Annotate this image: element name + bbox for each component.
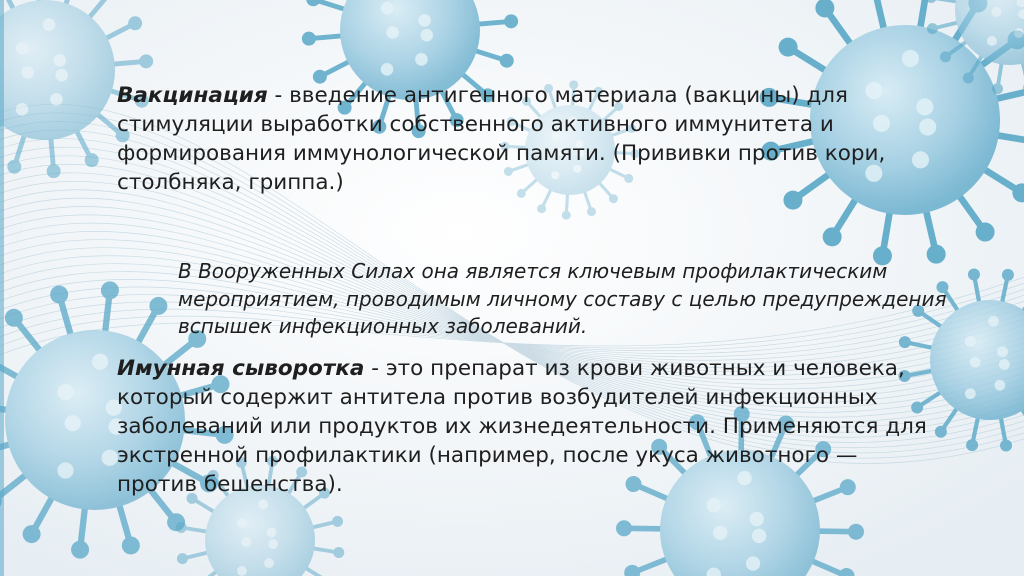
armed-forces-text: В Вооруженных Силах она является ключевым профилактическим мероприятием, проводимым личному составу с целью предупреждения вспышек инфекционных заболеваний. (178, 259, 947, 338)
separator: - (364, 356, 386, 381)
paragraph-vaccination (117, 81, 937, 197)
term-vaccination: Вакцинация (117, 83, 268, 108)
paragraph-armed-forces (178, 258, 958, 341)
definition-immune-serum: это препарат из крови животных и человека, который содержит антитела против возбудителей инфекционных заболеваний или продуктов их жизнедеятельности. Применяются для экстренной профилактики (например, после укуса животного — против бешенства). (117, 356, 927, 497)
paragraph-immune-serum (117, 354, 937, 499)
term-immune-serum: Имунная сыворотка (117, 356, 365, 381)
definition-vaccination: введение антигенного материала (вакцины) для стимуляции выработки собственного активного иммунитета и формирования иммунологической памяти. (Прививки против кори, столбняка, гриппа.) (117, 83, 886, 195)
left-edge-accent (0, 0, 4, 576)
separator: - (267, 83, 290, 108)
